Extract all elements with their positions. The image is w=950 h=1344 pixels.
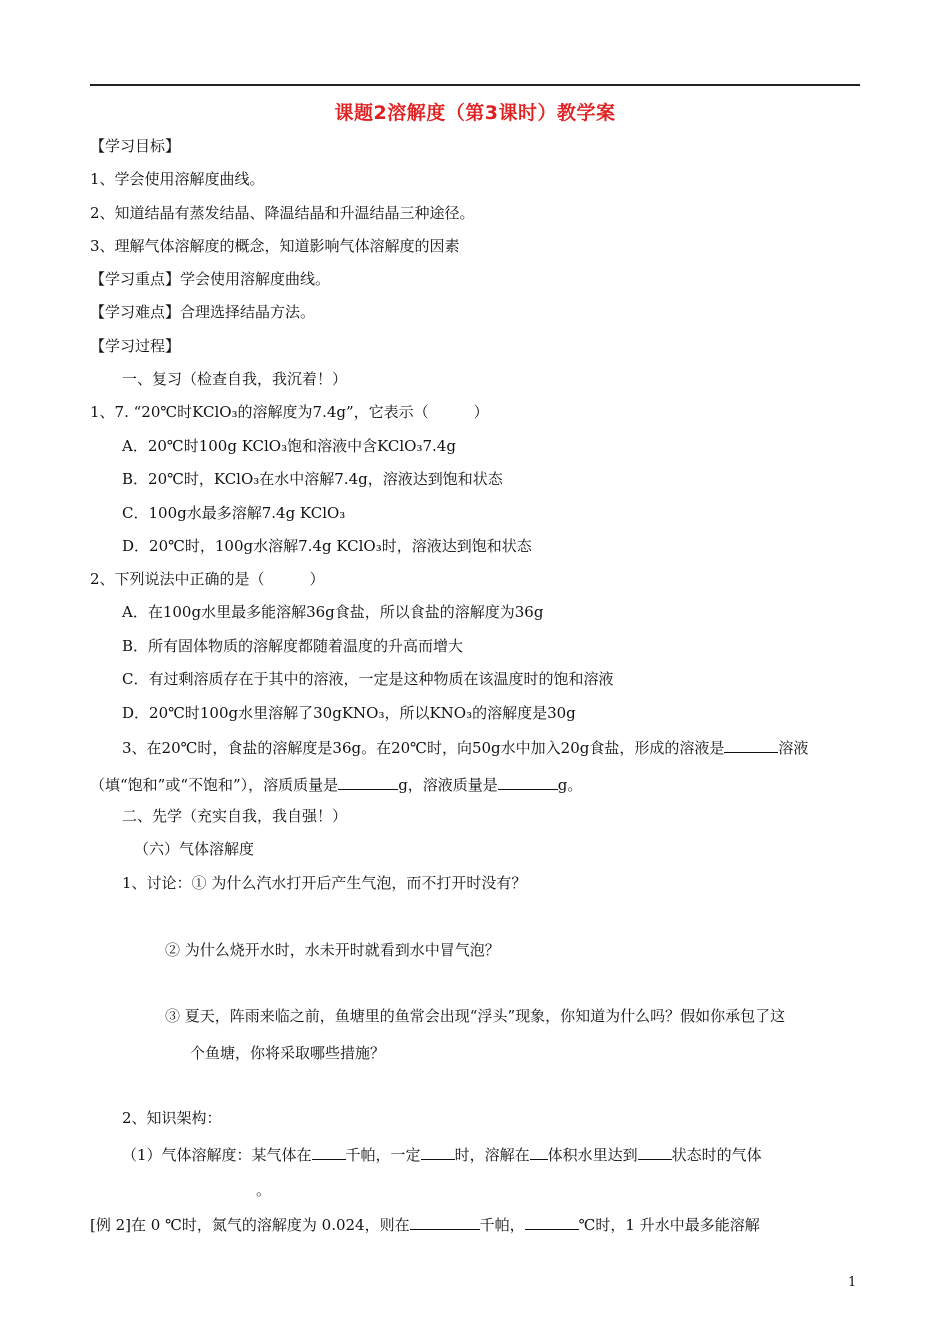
q2-option-a: A．在100g水里最多能溶解36g食盐，所以食盐的溶解度为36g	[122, 603, 544, 621]
def-text-b: 千帕，一定	[345, 1146, 421, 1164]
example-2	[90, 1213, 760, 1235]
q1-option-b: B．20℃时，KClO₃在水中溶解7.4g，溶液达到饱和状态	[122, 470, 503, 488]
q1-stem: 1、7. “20℃时KClO₃的溶解度为7.4g”，它表示（ ）	[90, 403, 489, 421]
def-text-a: （1）气体溶解度：某气体在	[122, 1146, 312, 1164]
def-blank-temperature[interactable]	[421, 1143, 455, 1160]
example-text-a: [例 2]在 0 ℃时，氮气的溶解度为 0.024，则在	[90, 1216, 410, 1234]
q3-text-5: g。	[557, 776, 583, 794]
q2-option-d: D．20℃时100g水里溶解了30gKNO₃，所以KNO₃的溶解度是30g	[122, 704, 576, 722]
goals-heading: 【学习目标】	[90, 137, 181, 155]
q3-text-3: （填“饱和”或“不饱和”），溶质质量是	[90, 776, 339, 794]
q3-text-2: 溶液	[778, 739, 809, 757]
q3-line-1	[122, 736, 808, 758]
difficulty-text: 合理选择结晶方法。	[180, 303, 316, 321]
discussion-item-3-cont: 个鱼塘，你将采取哪些措施？	[190, 1044, 386, 1062]
q2-option-b: B．所有固体物质的溶解度都随着温度的升高而增大	[122, 637, 464, 655]
example-blank-pressure[interactable]	[410, 1213, 480, 1230]
goal-1: 1、学会使用溶解度曲线。	[90, 170, 265, 188]
discussion-1	[122, 873, 526, 893]
gas-heading: （六）气体溶解度	[134, 840, 255, 858]
key-point	[90, 269, 330, 289]
q3-line-2	[90, 773, 582, 795]
def-text-e: 状态时的气体	[671, 1146, 762, 1164]
discussion-label: 1、讨论：	[122, 874, 192, 892]
q2-stem: 2、下列说法中正确的是（ ）	[90, 570, 325, 588]
q3-text-1: 3、在20℃时，食盐的溶解度是36g。在20℃时，向50g水中加入20g食盐，形成的溶液是	[122, 739, 725, 757]
framework-heading: 2、知识架构：	[122, 1109, 222, 1127]
q3-blank-solute-mass[interactable]	[338, 773, 398, 790]
q2-option-c: C．有过剩溶质存在于其中的溶液，一定是这种物质在该温度时的饱和溶液	[122, 670, 614, 688]
q1-option-d: D．20℃时，100g水溶解7.4g KClO₃时，溶液达到饱和状态	[122, 537, 532, 555]
def-text-c: 时，溶解在	[454, 1146, 530, 1164]
q3-blank-solution-mass[interactable]	[498, 773, 558, 790]
discussion-item-1: ① 为什么汽水打开后产生气泡，而不打开时没有？	[191, 874, 527, 892]
difficulty-label: 【学习难点】	[90, 303, 181, 321]
q1-option-a: A．20℃时100g KClO₃饱和溶液中含KClO₃7.4g	[122, 437, 456, 455]
pre-heading: 二、先学（充实自我，我自强！）	[122, 807, 348, 825]
key-point-label: 【学习重点】	[90, 270, 181, 288]
def-end: 。	[256, 1181, 272, 1199]
q1-option-c: C．100g水最多溶解7.4g KClO₃	[122, 504, 346, 522]
goal-3: 3、理解气体溶解度的概念，知道影响气体溶解度的因素	[90, 237, 460, 255]
gas-solubility-definition	[122, 1143, 762, 1165]
header-rule	[90, 84, 860, 86]
def-blank-volume[interactable]	[530, 1143, 548, 1160]
difficulty	[90, 302, 315, 322]
review-heading: 一、复习（检查自我，我沉着！）	[122, 370, 348, 388]
def-blank-pressure[interactable]	[312, 1143, 346, 1160]
goal-2: 2、知道结晶有蒸发结晶、降温结晶和升温结晶三种途径。	[90, 204, 475, 222]
q3-blank-saturation[interactable]	[724, 736, 778, 753]
q3-text-4: g，溶液质量是	[398, 776, 498, 794]
example-text-c: ℃时，1 升水中最多能溶解	[578, 1216, 760, 1234]
example-blank-temperature[interactable]	[525, 1213, 579, 1230]
def-blank-state[interactable]	[638, 1143, 672, 1160]
page-number: 1	[848, 1275, 857, 1290]
process-heading: 【学习过程】	[90, 337, 181, 355]
def-text-d: 体积水里达到	[547, 1146, 638, 1164]
discussion-item-3: ③ 夏天，阵雨来临之前，鱼塘里的鱼常会出现“浮头”现象，你知道为什么吗？假如你承包了这	[165, 1007, 786, 1025]
page-title: 课题2溶解度（第3课时）教学案	[334, 102, 616, 124]
key-point-text: 学会使用溶解度曲线。	[180, 270, 331, 288]
discussion-item-2: ② 为什么烧开水时，水未开时就看到水中冒气泡？	[165, 941, 500, 959]
example-text-b: 千帕，	[479, 1216, 525, 1234]
